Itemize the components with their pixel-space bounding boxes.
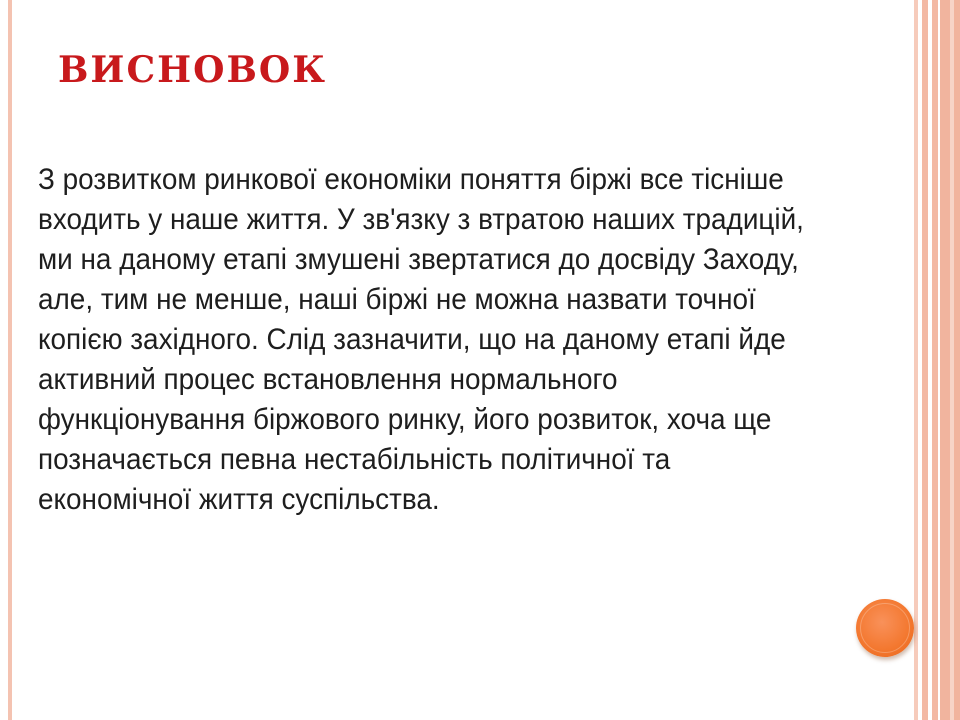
right-stripe	[932, 0, 938, 720]
right-stripe	[914, 0, 918, 720]
slide-body-text: З розвитком ринкової економіки поняття біржі все тісніше входить у наше життя. У зв'язку з втратою наших традицій, ми на даному етапі змушені звертатися до досвіду Заходу, але, тим не менше, наші біржі не можна назвати точної копією західного. Слід зазначити, що на даному етапі йде активний процес встановлення нормального функціонування біржового ринку, його розвиток, хоча ще позначається певна нестабільність політичної та економічної життя суспільства.	[38, 163, 804, 516]
left-border-line	[8, 0, 12, 720]
orange-circle-icon	[856, 599, 914, 657]
right-stripe	[922, 0, 928, 720]
slide-title: ВИСНОВОК	[58, 49, 328, 91]
right-stripe	[950, 0, 954, 720]
